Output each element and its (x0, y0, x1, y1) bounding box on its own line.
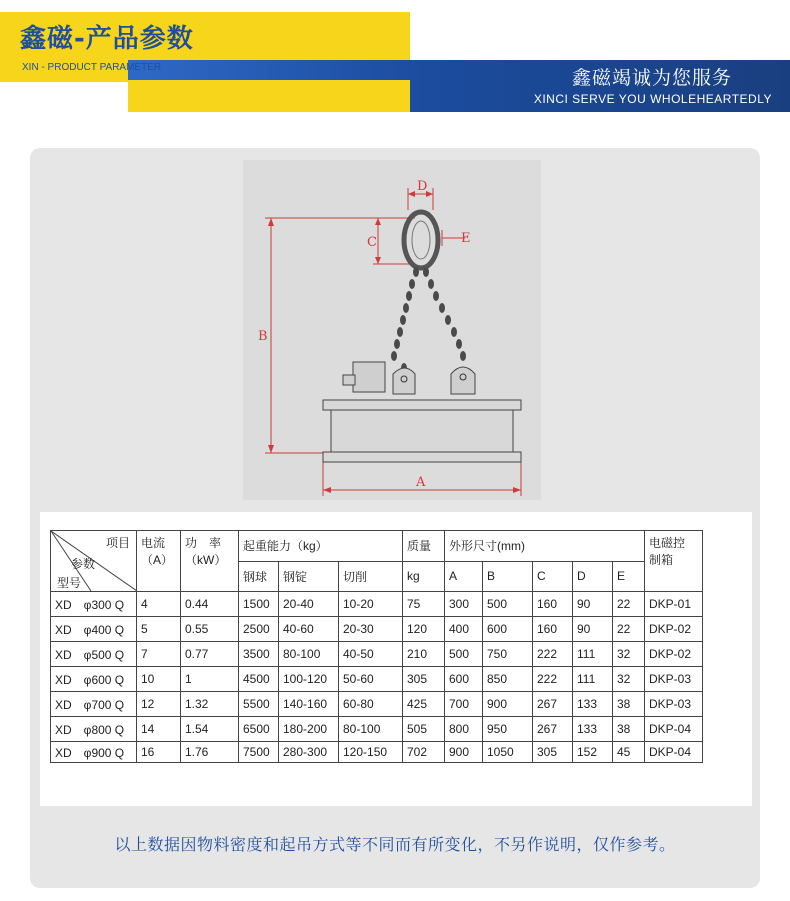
header-lift-ingot: 钢锭 (279, 561, 339, 592)
page-subtitle: XIN - PRODUCT PARAMETER (22, 62, 162, 73)
table-cell: 305 (403, 667, 445, 692)
table-cell: XD φ900 Q (51, 742, 137, 763)
table-cell: 280-300 (279, 742, 339, 763)
table-cell: 300 (445, 592, 483, 617)
table-cell: 5 (137, 617, 181, 642)
parameter-table (50, 530, 703, 763)
table-cell: 505 (403, 717, 445, 742)
table-cell: DKP-01 (645, 592, 703, 617)
table-cell: 38 (613, 692, 645, 717)
page-title: 鑫磁-产品参数 (20, 24, 194, 54)
table-cell: XD φ800 Q (51, 717, 137, 742)
table-cell: 111 (573, 642, 613, 667)
header-item: 项目 (105, 536, 130, 550)
table-cell: 133 (573, 692, 613, 717)
dim-label-a: A (416, 475, 426, 490)
header-dim-e: E (613, 561, 645, 592)
table-cell: 267 (533, 692, 573, 717)
table-cell: 50-60 (339, 667, 403, 692)
table-cell: XD φ700 Q (51, 692, 137, 717)
table-cell: 222 (533, 667, 573, 692)
table-cell: 0.77 (181, 642, 239, 667)
table-cell: 90 (573, 592, 613, 617)
table-cell: 400 (445, 617, 483, 642)
table-cell: 75 (403, 592, 445, 617)
table-cell: DKP-03 (645, 692, 703, 717)
table-cell: 1 (181, 667, 239, 692)
table-cell: 6500 (239, 717, 279, 742)
table-cell: 210 (403, 642, 445, 667)
header-dim-b: B (483, 561, 533, 592)
header-weight: 质量 (403, 531, 445, 562)
table-cell: 267 (533, 717, 573, 742)
parameter-table-card (40, 512, 752, 806)
table-cell: DKP-03 (645, 667, 703, 692)
header-lift-chips: 切削 (339, 561, 403, 592)
header-control-label-2: 制箱 (649, 553, 674, 567)
table-cell: 20-40 (279, 592, 339, 617)
table-cell: 22 (613, 617, 645, 642)
table-cell: XD φ400 Q (51, 617, 137, 642)
table-cell: 1.32 (181, 692, 239, 717)
table-cell: 133 (573, 717, 613, 742)
table-cell: DKP-02 (645, 617, 703, 642)
table-cell: 7 (137, 642, 181, 667)
table-cell: 160 (533, 592, 573, 617)
table-row (51, 717, 703, 742)
table-cell: 40-60 (279, 617, 339, 642)
slogan-en: XINCI SERVE YOU WHOLEHEARTEDLY (533, 92, 772, 106)
table-cell: 500 (483, 592, 533, 617)
dim-label-c: C (367, 235, 377, 250)
table-cell: 180-200 (279, 717, 339, 742)
header-model: 型号 (57, 576, 82, 590)
table-cell: 40-50 (339, 642, 403, 667)
table-cell: XD φ300 Q (51, 592, 137, 617)
table-row (51, 642, 703, 667)
table-cell: 600 (445, 667, 483, 692)
dim-label-e: E (461, 231, 471, 246)
table-cell: 14 (137, 717, 181, 742)
table-cell: 80-100 (339, 717, 403, 742)
table-cell: XD φ500 Q (51, 642, 137, 667)
table-cell: 850 (483, 667, 533, 692)
table-cell: DKP-04 (645, 717, 703, 742)
table-row (51, 667, 703, 692)
table-cell: 0.44 (181, 592, 239, 617)
table-cell: 152 (573, 742, 613, 763)
table-cell: 32 (613, 667, 645, 692)
slogan-cn: 鑫磁竭诚为您服务 (571, 67, 732, 89)
table-cell: 4 (137, 592, 181, 617)
table-cell: 7500 (239, 742, 279, 763)
table-cell: 20-30 (339, 617, 403, 642)
header-current-unit: （A） (141, 553, 174, 567)
table-cell: 5500 (239, 692, 279, 717)
table-cell: 160 (533, 617, 573, 642)
table-cell: 80-100 (279, 642, 339, 667)
table-cell: XD φ600 Q (51, 667, 137, 692)
table-cell: 38 (613, 717, 645, 742)
header-power-unit: （kW） (185, 553, 227, 567)
table-cell: 900 (483, 692, 533, 717)
header-dim-d: D (573, 561, 613, 592)
header-control (645, 531, 703, 592)
header-lift: 起重能力（kg） (239, 531, 403, 562)
magnet-drawing-svg (243, 160, 541, 500)
header-current (137, 531, 181, 592)
table-cell: DKP-02 (645, 642, 703, 667)
table-cell: 10-20 (339, 592, 403, 617)
table-cell: 32 (613, 642, 645, 667)
table-cell: 222 (533, 642, 573, 667)
header-diagonal-cell (51, 531, 137, 592)
table-cell: 100-120 (279, 667, 339, 692)
table-cell: 425 (403, 692, 445, 717)
table-row (51, 692, 703, 717)
table-cell: 700 (445, 692, 483, 717)
table-cell: DKP-04 (645, 742, 703, 763)
table-cell: 12 (137, 692, 181, 717)
table-row (51, 742, 703, 763)
header-dim-a: A (445, 561, 483, 592)
table-cell: 16 (137, 742, 181, 763)
header-param: 参数 (71, 557, 96, 571)
table-row (51, 592, 703, 617)
table-cell: 10 (137, 667, 181, 692)
header-weight-unit: kg (403, 561, 445, 592)
table-cell: 702 (403, 742, 445, 763)
table-cell: 0.55 (181, 617, 239, 642)
table-cell: 45 (613, 742, 645, 763)
footnote: 以上数据因物料密度和起吊方式等不同而有所变化，不另作说明，仅作参考。 (114, 835, 676, 854)
table-cell: 1050 (483, 742, 533, 763)
header-dims: 外形尺寸(mm) (445, 531, 645, 562)
table-cell: 3500 (239, 642, 279, 667)
table-cell: 22 (613, 592, 645, 617)
table-cell: 90 (573, 617, 613, 642)
header-current-label: 电流 (141, 536, 166, 550)
table-row (51, 617, 703, 642)
table-cell: 140-160 (279, 692, 339, 717)
table-cell: 1.76 (181, 742, 239, 763)
table-cell: 1500 (239, 592, 279, 617)
header-power (181, 531, 239, 592)
table-cell: 120-150 (339, 742, 403, 763)
table-cell: 500 (445, 642, 483, 667)
dim-label-b: B (258, 329, 268, 344)
table-cell: 950 (483, 717, 533, 742)
header-dim-c: C (533, 561, 573, 592)
table-cell: 111 (573, 667, 613, 692)
table-cell: 800 (445, 717, 483, 742)
table-cell: 750 (483, 642, 533, 667)
table-cell: 900 (445, 742, 483, 763)
header-power-label: 功 率 (185, 536, 222, 550)
table-cell: 1.54 (181, 717, 239, 742)
table-cell: 2500 (239, 617, 279, 642)
dim-label-d: D (417, 179, 428, 194)
table-cell: 4500 (239, 667, 279, 692)
header-control-label: 电磁控 (649, 536, 686, 550)
magnet-drawing (243, 160, 541, 500)
header-lift-steel-ball: 钢球 (239, 561, 279, 592)
table-cell: 60-80 (339, 692, 403, 717)
table-cell: 305 (533, 742, 573, 763)
table-cell: 120 (403, 617, 445, 642)
header-yellow-bar (128, 80, 410, 112)
table-cell: 600 (483, 617, 533, 642)
